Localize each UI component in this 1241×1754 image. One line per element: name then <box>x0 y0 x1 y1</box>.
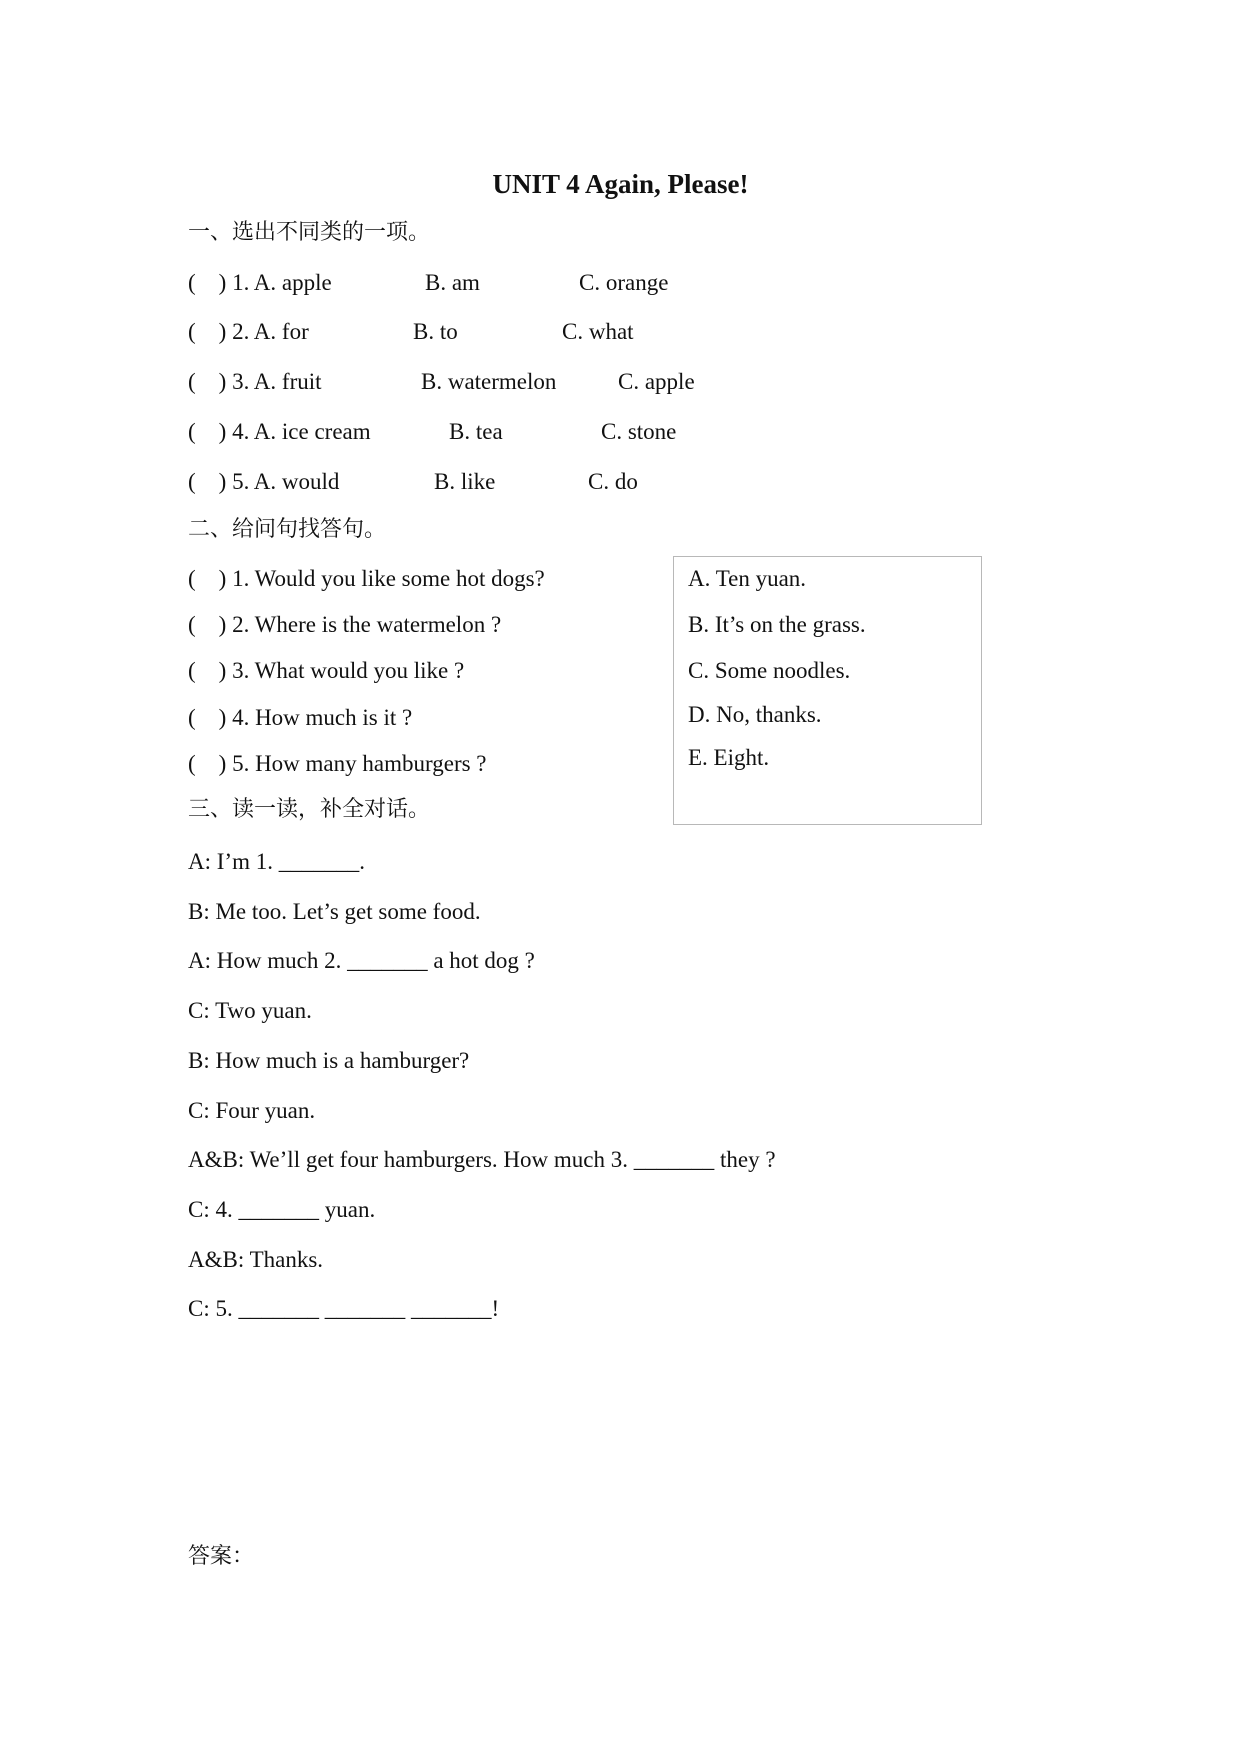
answer-label: 答案： <box>188 1544 255 1569</box>
page-title: UNIT 4 Again, Please! <box>492 169 749 199</box>
option-b: B. watermelon <box>421 369 557 394</box>
answer-item: C. Some noodles. <box>688 658 851 683</box>
dialogue-line: A&B: We’ll get four hamburgers. How much 3. _______ they ? <box>188 1147 776 1172</box>
option-b: B. like <box>434 469 496 494</box>
answer-item: A. Ten yuan. <box>688 566 807 591</box>
question-item: ( ) 3. What would you like ? <box>188 658 465 683</box>
item-stem: ( ) 1. A. apple <box>188 270 332 295</box>
dialogue-line: C: Two yuan. <box>188 998 312 1023</box>
section3-heading: 三、读一读，补全对话。 <box>188 797 431 822</box>
option-c: C. do <box>588 469 638 494</box>
dialogue-line: B: How much is a hamburger? <box>188 1048 470 1073</box>
dialogue-line: B: Me too. Let’s get some food. <box>188 899 481 924</box>
item-stem: ( ) 3. A. fruit <box>188 369 322 394</box>
section1-heading: 一、选出不同类的一项。 <box>188 220 431 245</box>
question-item: ( ) 5. How many hamburgers ? <box>188 751 487 776</box>
dialogue-line: C: 4. _______ yuan. <box>188 1197 376 1222</box>
question-item: ( ) 2. Where is the watermelon ? <box>188 612 502 637</box>
question-item: ( ) 4. How much is it ? <box>188 705 413 730</box>
option-b: B. tea <box>449 419 503 444</box>
dialogue-line: C: Four yuan. <box>188 1098 316 1123</box>
option-b: B. am <box>425 270 480 295</box>
item-stem: ( ) 2. A. for <box>188 319 309 344</box>
answer-item: E. Eight. <box>688 745 770 770</box>
section2-heading: 二、给问句找答句。 <box>188 517 387 542</box>
answer-choices-box <box>673 556 982 825</box>
option-c: C. orange <box>579 270 669 295</box>
dialogue-line: A: How much 2. _______ a hot dog ? <box>188 948 535 973</box>
option-c: C. what <box>562 319 634 344</box>
option-b: B. to <box>413 319 458 344</box>
option-c: C. apple <box>618 369 695 394</box>
option-c: C. stone <box>601 419 677 444</box>
item-stem: ( ) 5. A. would <box>188 469 340 494</box>
answer-item: B. It’s on the grass. <box>688 612 866 637</box>
answer-item: D. No, thanks. <box>688 702 822 727</box>
question-item: ( ) 1. Would you like some hot dogs? <box>188 566 545 591</box>
dialogue-line: A: I’m 1. _______. <box>188 849 365 874</box>
dialogue-line: C: 5. _______ _______ _______! <box>188 1296 500 1321</box>
item-stem: ( ) 4. A. ice cream <box>188 419 371 444</box>
dialogue-line: A&B: Thanks. <box>188 1247 324 1272</box>
